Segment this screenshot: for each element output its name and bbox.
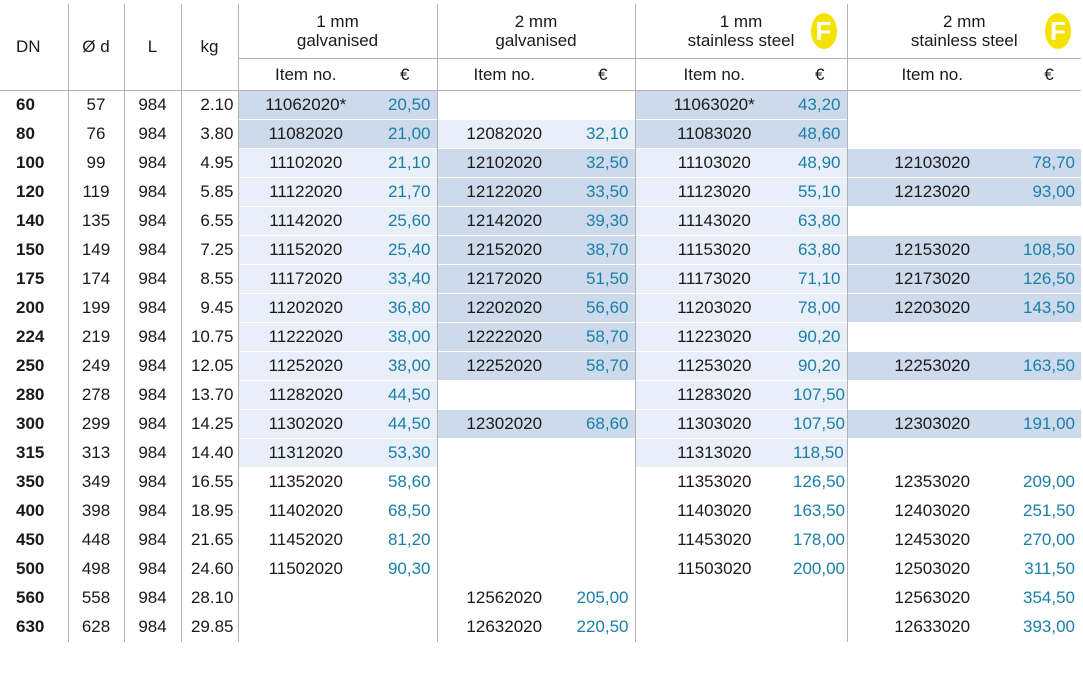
cell-diameter: 249 [68, 352, 124, 381]
cell-item-no: 12173020 [847, 265, 1017, 294]
cell-length: 984 [124, 236, 181, 265]
cell-price [571, 526, 635, 555]
cell-weight: 24.60 [181, 555, 238, 584]
cell-price [571, 497, 635, 526]
cell-price: 38,00 [373, 352, 437, 381]
cell-item-no: 11302020 [238, 410, 373, 439]
cell-diameter: 628 [68, 613, 124, 642]
cell-item-no: 11103020 [635, 149, 793, 178]
cell-diameter: 313 [68, 439, 124, 468]
cell-price: 71,10 [793, 265, 847, 294]
cell-item-no: 12403020 [847, 497, 1017, 526]
cell-price: 68,50 [373, 497, 437, 526]
cell-item-no: 12172020 [437, 265, 571, 294]
cell-price: 191,00 [1017, 410, 1081, 439]
cell-dn: 150 [0, 236, 68, 265]
cell-length: 984 [124, 613, 181, 642]
cell-price: 178,00 [793, 526, 847, 555]
cell-price: 90,30 [373, 555, 437, 584]
cell-price: 38,70 [571, 236, 635, 265]
cell-dn: 60 [16, 95, 35, 114]
cell-diameter: 398 [68, 497, 124, 526]
cell-item-no: 12082020 [437, 120, 571, 149]
group-material: galvanised [296, 31, 379, 50]
table-row [0, 178, 1081, 207]
cell-price: 163,50 [1017, 352, 1081, 381]
cell-item-no: 12153020 [847, 236, 1017, 265]
cell-weight: 5.85 [181, 178, 238, 207]
cell-price: 63,80 [793, 207, 847, 236]
cell-weight: 10.75 [181, 323, 238, 352]
cell-item-no [847, 381, 1017, 410]
cell-item-no: 11172020 [238, 265, 373, 294]
cell-dn: 400 [0, 497, 68, 526]
cell-diameter: 349 [68, 468, 124, 497]
cell-price: 68,60 [571, 410, 635, 439]
cell-length: 984 [124, 497, 181, 526]
cell-price [571, 439, 635, 468]
header-price: € [571, 59, 635, 91]
header-group-2mm-stainless [847, 4, 1081, 59]
cell-item-no: 11203020 [635, 294, 793, 323]
cell-dn: 500 [0, 555, 68, 584]
table-row [0, 613, 1081, 642]
cell-item-no: 11143020 [635, 207, 793, 236]
cell-price: 107,50 [793, 410, 847, 439]
cell-dn: 200 [0, 294, 68, 323]
cell-item-no [437, 468, 571, 497]
cell-item-no: 11353020 [635, 468, 793, 497]
table-row [0, 410, 1081, 439]
cell-length: 984 [124, 265, 181, 294]
cell-item-no: 11253020 [635, 352, 793, 381]
group-material: galvanised [495, 31, 577, 50]
cell-length: 984 [124, 410, 181, 439]
cell-price: 32,50 [571, 149, 635, 178]
cell-diameter: 119 [68, 178, 124, 207]
cell-weight: 4.95 [181, 149, 238, 178]
cell-item-no: 12203020 [847, 294, 1017, 323]
cell-weight: 18.95 [181, 497, 238, 526]
cell-item-no [847, 323, 1017, 352]
cell-price: 63,80 [793, 236, 847, 265]
f-badge-icon: F [1045, 13, 1071, 49]
table-row [0, 381, 1081, 410]
cell-weight: 28.10 [181, 584, 238, 613]
cell-price [571, 91, 635, 120]
cell-price: 33,50 [571, 178, 635, 207]
cell-weight: 3.80 [181, 120, 238, 149]
cell-item-no: 11153020 [635, 236, 793, 265]
cell-item-no [437, 439, 571, 468]
cell-item-no: 12453020 [847, 526, 1017, 555]
cell-price: 78,70 [1017, 149, 1081, 178]
group-thickness: 1 mm [719, 12, 763, 31]
cell-diameter: 199 [68, 294, 124, 323]
group-material: stainless steel [687, 31, 795, 50]
header-length: L [124, 4, 181, 91]
header-group-1mm-galvanised [238, 4, 437, 59]
cell-price: 200,00 [793, 555, 847, 584]
cell-item-no: 11252020 [238, 352, 373, 381]
cell-item-no: 12562020 [437, 584, 571, 613]
table-row [0, 584, 1081, 613]
cell-price: 21,00 [373, 120, 437, 149]
header-dn: DN [0, 4, 68, 91]
cell-item-no [635, 613, 793, 642]
cell-diameter: 558 [68, 584, 124, 613]
cell-item-no [437, 526, 571, 555]
cell-price: 163,50 [793, 497, 847, 526]
cell-price [571, 381, 635, 410]
cell-length: 984 [124, 91, 181, 120]
cell-item-no: 11403020 [635, 497, 793, 526]
table-row [0, 207, 1081, 236]
cell-price: 90,20 [793, 323, 847, 352]
header-price: € [373, 59, 437, 91]
cell-item-no [437, 91, 571, 120]
cell-dn: 280 [0, 381, 68, 410]
group-material: stainless steel [910, 31, 1018, 50]
cell-weight: 29.85 [181, 613, 238, 642]
cell-length: 984 [124, 294, 181, 323]
cell-price: 21,70 [373, 178, 437, 207]
table-body [0, 91, 1081, 642]
cell-item-no: 11152020 [238, 236, 373, 265]
cell-price [1017, 381, 1081, 410]
cell-length: 984 [124, 207, 181, 236]
cell-price: 354,50 [1017, 584, 1081, 613]
cell-item-no: 11312020 [238, 439, 373, 468]
cell-price: 51,50 [571, 265, 635, 294]
cell-price: 43,20 [793, 91, 847, 120]
cell-diameter: 219 [68, 323, 124, 352]
cell-item-no: 11202020 [238, 294, 373, 323]
cell-price: 205,00 [571, 584, 635, 613]
header-group-1mm-stainless [635, 4, 847, 59]
table-row [0, 265, 1081, 294]
table-row [0, 526, 1081, 555]
cell-weight: 12.05 [181, 352, 238, 381]
cell-item-no: 11453020 [635, 526, 793, 555]
cell-dn: 140 [0, 207, 68, 236]
cell-weight: 14.40 [181, 439, 238, 468]
cell-price: 20,50 [373, 91, 437, 120]
price-table [0, 4, 1081, 642]
cell-weight: 16.55 [181, 468, 238, 497]
cell-dn: 100 [0, 149, 68, 178]
header-item-no: Item no. [238, 59, 373, 91]
f-badge-icon: F [811, 13, 837, 49]
cell-item-no: 11452020 [238, 526, 373, 555]
cell-price: 48,90 [793, 149, 847, 178]
cell-item-no: 11303020 [635, 410, 793, 439]
cell-item-no [847, 439, 1017, 468]
cell-length: 984 [124, 584, 181, 613]
cell-item-no [847, 120, 1017, 149]
cell-price: 90,20 [793, 352, 847, 381]
cell-diameter: 99 [68, 149, 124, 178]
cell-dn: 224 [0, 323, 68, 352]
cell-price: 56,60 [571, 294, 635, 323]
table-header [0, 4, 1081, 91]
cell-length: 984 [124, 149, 181, 178]
cell-price: 78,00 [793, 294, 847, 323]
cell-diameter: 278 [68, 381, 124, 410]
cell-item-no: 11102020 [238, 149, 373, 178]
cell-price: 33,40 [373, 265, 437, 294]
cell-price: 108,50 [1017, 236, 1081, 265]
cell-item-no: 12503020 [847, 555, 1017, 584]
cell-diameter: 299 [68, 410, 124, 439]
cell-price: 32,10 [571, 120, 635, 149]
cell-price: 311,50 [1017, 555, 1081, 584]
table-row [0, 323, 1081, 352]
cell-price: 58,60 [373, 468, 437, 497]
cell-price: 53,30 [373, 439, 437, 468]
cell-price [1017, 323, 1081, 352]
cell-length: 984 [124, 439, 181, 468]
cell-item-no: 11222020 [238, 323, 373, 352]
cell-weight: 7.25 [181, 236, 238, 265]
cell-dn: 175 [0, 265, 68, 294]
cell-weight: 6.55 [181, 207, 238, 236]
cell-item-no [437, 381, 571, 410]
cell-item-no: 12303020 [847, 410, 1017, 439]
cell-item-no [847, 207, 1017, 236]
cell-weight: 8.55 [181, 265, 238, 294]
cell-item-no: 12142020 [437, 207, 571, 236]
cell-price: 25,60 [373, 207, 437, 236]
cell-weight: 13.70 [181, 381, 238, 410]
cell-dn: 560 [0, 584, 68, 613]
cell-item-no [635, 584, 793, 613]
cell-dn: 350 [0, 468, 68, 497]
cell-item-no: 12103020 [847, 149, 1017, 178]
cell-price [1017, 207, 1081, 236]
cell-item-no: 12632020 [437, 613, 571, 642]
cell-price: 21,10 [373, 149, 437, 178]
cell-length: 984 [124, 323, 181, 352]
header-item-no: Item no. [635, 59, 793, 91]
cell-price [571, 468, 635, 497]
header-item-no: Item no. [437, 59, 571, 91]
cell-length: 984 [124, 526, 181, 555]
cell-price: 44,50 [373, 381, 437, 410]
cell-price [571, 555, 635, 584]
cell-item-no: 12152020 [437, 236, 571, 265]
cell-weight: 2.10 [181, 91, 238, 120]
cell-price: 270,00 [1017, 526, 1081, 555]
cell-item-no: 11223020 [635, 323, 793, 352]
cell-price: 36,80 [373, 294, 437, 323]
cell-length: 984 [124, 555, 181, 584]
group-thickness: 1 mm [316, 12, 359, 31]
cell-item-no [238, 613, 373, 642]
cell-price: 38,00 [373, 323, 437, 352]
cell-price [793, 584, 847, 613]
cell-weight: 21.65 [181, 526, 238, 555]
cell-item-no: 12252020 [437, 352, 571, 381]
cell-length: 984 [124, 352, 181, 381]
cell-weight: 9.45 [181, 294, 238, 323]
cell-diameter: 57 [68, 91, 124, 120]
header-weight: kg [181, 4, 238, 91]
table-row [0, 236, 1081, 265]
cell-dn: 630 [0, 613, 68, 642]
cell-item-no [847, 91, 1017, 120]
table-row [0, 555, 1081, 584]
group-thickness: 2 mm [514, 12, 558, 31]
cell-item-no: 11123020 [635, 178, 793, 207]
cell-price [373, 613, 437, 642]
cell-diameter: 149 [68, 236, 124, 265]
cell-price: 126,50 [1017, 265, 1081, 294]
cell-item-no: 11122020 [238, 178, 373, 207]
cell-price [1017, 439, 1081, 468]
table-row [0, 352, 1081, 381]
cell-item-no: 12122020 [437, 178, 571, 207]
header-item-no: Item no. [847, 59, 1017, 91]
cell-weight: 14.25 [181, 410, 238, 439]
cell-dn: 250 [0, 352, 68, 381]
cell-price: 81,20 [373, 526, 437, 555]
cell-price: 55,10 [793, 178, 847, 207]
cell-diameter: 135 [68, 207, 124, 236]
cell-item-no: 12202020 [437, 294, 571, 323]
cell-item-no [238, 584, 373, 613]
cell-dn: 300 [0, 410, 68, 439]
cell-length: 984 [124, 381, 181, 410]
cell-dn: 80 [0, 120, 68, 149]
table-row [0, 91, 1081, 120]
cell-price: 58,70 [571, 323, 635, 352]
cell-item-no: 12123020 [847, 178, 1017, 207]
cell-dn: 450 [0, 526, 68, 555]
table-row [0, 294, 1081, 323]
cell-length: 984 [124, 120, 181, 149]
cell-item-no: 12353020 [847, 468, 1017, 497]
cell-item-no: 11173020 [635, 265, 793, 294]
cell-price: 220,50 [571, 613, 635, 642]
cell-price [373, 584, 437, 613]
cell-item-no: 12563020 [847, 584, 1017, 613]
cell-item-no: 11282020 [238, 381, 373, 410]
cell-price: 251,50 [1017, 497, 1081, 526]
table-row [0, 468, 1081, 497]
cell-diameter: 448 [68, 526, 124, 555]
group-thickness: 2 mm [943, 12, 986, 31]
cell-item-no: 11063020* [635, 91, 793, 120]
cell-item-no: 12633020 [847, 613, 1017, 642]
cell-item-no: 11502020 [238, 555, 373, 584]
cell-price: 107,50 [793, 381, 847, 410]
cell-item-no: 11062020* [238, 91, 373, 120]
cell-item-no: 12302020 [437, 410, 571, 439]
cell-price: 118,50 [793, 439, 847, 468]
cell-price: 25,40 [373, 236, 437, 265]
table-row [0, 497, 1081, 526]
cell-price: 44,50 [373, 410, 437, 439]
cell-item-no: 12102020 [437, 149, 571, 178]
cell-price: 143,50 [1017, 294, 1081, 323]
table-row [0, 149, 1081, 178]
cell-length: 984 [124, 468, 181, 497]
cell-diameter: 76 [68, 120, 124, 149]
cell-price [1017, 91, 1081, 120]
header-price: € [793, 59, 847, 91]
cell-price: 209,00 [1017, 468, 1081, 497]
cell-length: 984 [124, 178, 181, 207]
cell-price: 48,60 [793, 120, 847, 149]
cell-price [793, 613, 847, 642]
cell-item-no [437, 555, 571, 584]
cell-item-no: 11283020 [635, 381, 793, 410]
cell-price: 393,00 [1017, 613, 1081, 642]
cell-item-no: 12222020 [437, 323, 571, 352]
cell-item-no: 11352020 [238, 468, 373, 497]
table-row [0, 120, 1081, 149]
cell-price: 93,00 [1017, 178, 1081, 207]
table-row [0, 439, 1081, 468]
cell-item-no: 11503020 [635, 555, 793, 584]
cell-item-no: 11402020 [238, 497, 373, 526]
cell-price: 126,50 [793, 468, 847, 497]
cell-price [1017, 120, 1081, 149]
cell-item-no: 12253020 [847, 352, 1017, 381]
cell-diameter: 174 [68, 265, 124, 294]
cell-price: 58,70 [571, 352, 635, 381]
cell-item-no: 11313020 [635, 439, 793, 468]
cell-dn: 120 [0, 178, 68, 207]
header-price: € [1017, 59, 1081, 91]
cell-dn: 315 [0, 439, 68, 468]
cell-item-no: 11142020 [238, 207, 373, 236]
header-diameter: Ø d [68, 4, 124, 91]
cell-item-no [437, 497, 571, 526]
cell-diameter: 498 [68, 555, 124, 584]
cell-item-no: 11083020 [635, 120, 793, 149]
cell-item-no: 11082020 [238, 120, 373, 149]
header-group-2mm-galvanised [437, 4, 635, 59]
cell-price: 39,30 [571, 207, 635, 236]
